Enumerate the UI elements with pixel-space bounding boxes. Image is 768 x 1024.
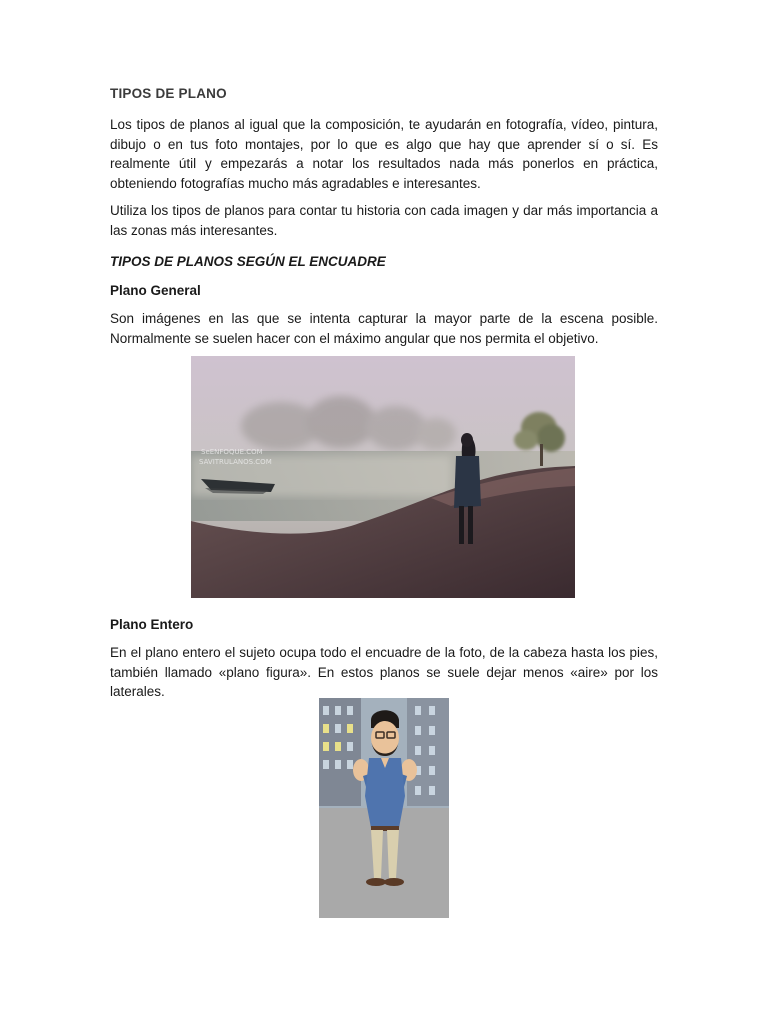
intro-paragraph-1: Los tipos de planos al igual que la composición, te ayudarán en fotografía, vídeo, pintura, dibujo o en tus foto montajes, por lo que es algo que hay que aprender sí o sí. Es realmente útil y empezarás a notar los resultados nada más ponerlos en práctica, obteniendo fotografías mucho más agradables e interesantes.	[110, 117, 658, 191]
plano-general-text: Son imágenes en las que se intenta capturar la mayor parte de la escena posible. Normalmente se suelen hacer con el máximo angular que nos permita el objetivo.	[110, 311, 658, 346]
plano-general-photo	[191, 356, 575, 598]
intro-paragraph-2: Utiliza los tipos de planos para contar tu historia con cada imagen y dar más importancia a las zonas más interesantes.	[110, 203, 658, 238]
page-title: TIPOS DE PLANO	[110, 86, 227, 101]
plano-entero-heading: Plano Entero	[110, 617, 194, 632]
document-page	[110, 86, 658, 356]
plano-entero-illustration	[319, 698, 449, 918]
section-heading: TIPOS DE PLANOS SEGÚN EL ENCUADRE	[110, 254, 386, 269]
watermark-line-2: SAVITRULANOS.COM	[199, 458, 272, 466]
plano-entero-text: En el plano entero el sujeto ocupa todo el encuadre de la foto, de la cabeza hasta los pies, también llamado «plano figura». En estos planos se suele dejar menos «aire» por los laterales.	[110, 645, 658, 699]
watermark-line-1: SeENFOQUE.COM	[201, 448, 263, 456]
plano-general-heading: Plano General	[110, 283, 201, 298]
second-section	[110, 617, 658, 710]
